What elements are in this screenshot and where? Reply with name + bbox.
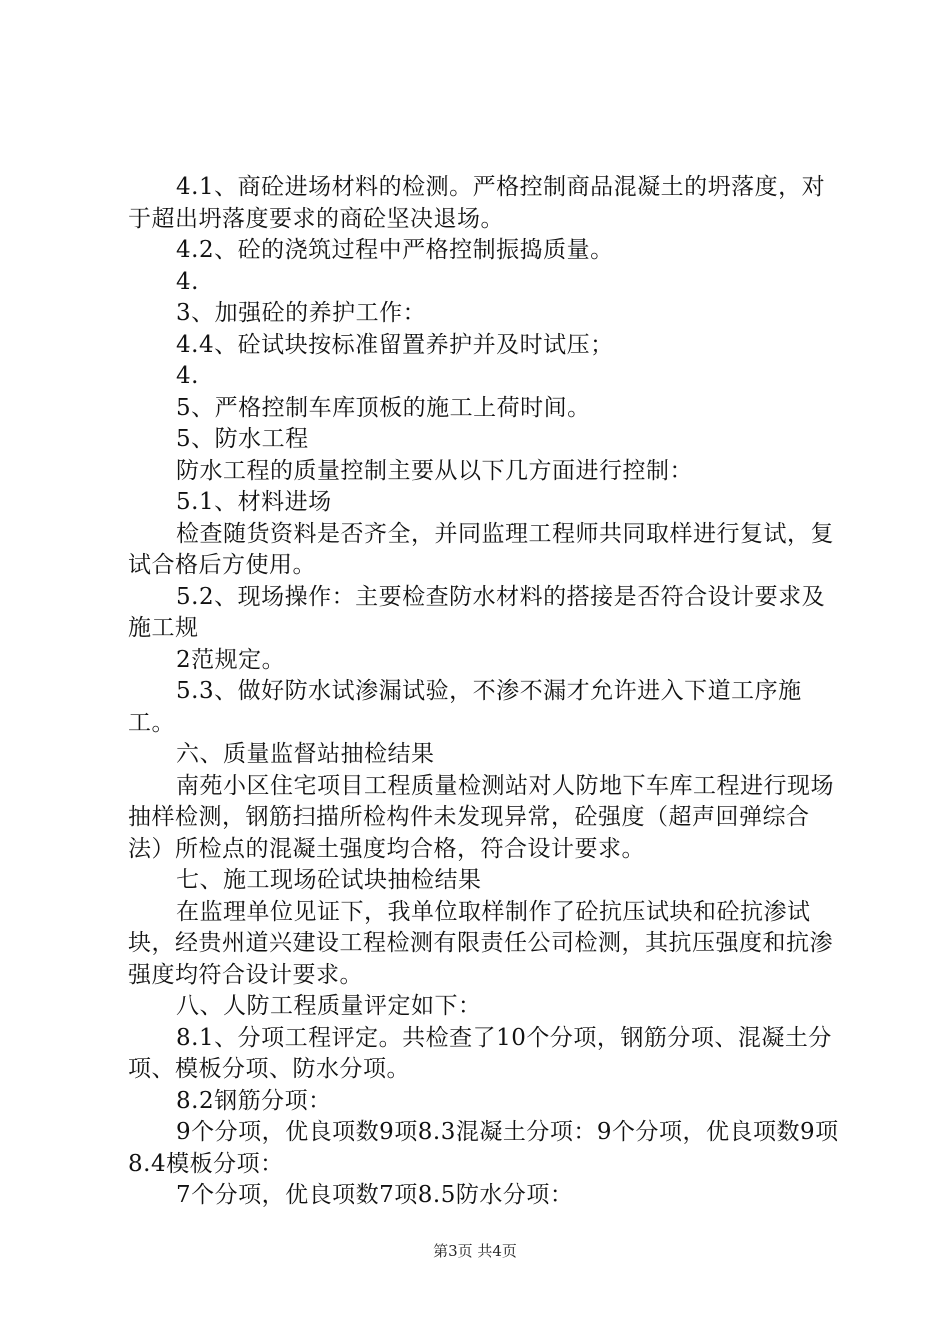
paragraph: 7个分项，优良项数7项8.5防水分项： (176, 1182, 574, 1208)
paragraph: 5.2、现场操作：主要检查防水材料的搭接是否符合设计要求及施工规 (128, 583, 826, 641)
paragraph: 5.3、做好防水试渗漏试验，不渗不漏才允许进入下道工序施工。 (128, 678, 802, 736)
paragraph: 4.1、商砼进场材料的检测。严格控制商品混凝土的坍落度，对于超出坍落度要求的商砼坚决退场。 (128, 174, 826, 232)
paragraph: 5、严格控制车库顶板的施工上荷时间。 (176, 394, 591, 421)
paragraph: 南苑小区住宅项目工程质量检测站对人防地下车库工程进行现场抽样检测，钢筋扫描所检构件未发现异常，砼强度（超声回弹综合法）所检点的混凝土强度均合格，符合设计要求。 (128, 772, 834, 862)
paragraph: 4.4、砼试块按标准留置养护并及时试压； (176, 331, 614, 358)
paragraph: 4. (176, 363, 199, 389)
paragraph: 8.1、分项工程评定。共检查了10个分项，钢筋分项、混凝土分项、模板分项、防水分项。 (128, 1024, 832, 1082)
paragraph: 3、加强砼的养护工作： (176, 300, 427, 326)
page-footer (0, 1241, 950, 1261)
paragraph: 5.1、材料进场 (176, 489, 332, 515)
paragraph: 8.2钢筋分项： (176, 1087, 332, 1114)
page-number-label: 第3页 共4页 (433, 1242, 517, 1260)
paragraph: 检查随货资料是否齐全，并同监理工程师共同取样进行复试，复试合格后方使用。 (128, 520, 834, 578)
paragraph: 4.2、砼的浇筑过程中严格控制振捣质量。 (176, 237, 614, 263)
section-heading: 七、施工现场砼试块抽检结果 (176, 867, 482, 893)
paragraph: 在监理单位见证下，我单位取样制作了砼抗压试块和砼抗渗试块，经贵州道兴建设工程检测有限责任公司检测，其抗压强度和抗渗强度均符合设计要求。 (128, 898, 833, 988)
section-heading: 5、防水工程 (176, 426, 309, 452)
paragraph: 9个分项，优良项数9项8.3混凝土分项：9个分项，优良项数9项8.4模板分项： (128, 1119, 839, 1177)
paragraph: 防水工程的质量控制主要从以下几方面进行控制： (176, 457, 693, 484)
paragraph: 4. (176, 268, 199, 295)
section-heading: 六、质量监督站抽检结果 (176, 741, 435, 767)
document-body (128, 172, 840, 1212)
paragraph: 2范规定。 (176, 646, 286, 673)
section-heading: 八、人防工程质量评定如下： (176, 993, 482, 1019)
